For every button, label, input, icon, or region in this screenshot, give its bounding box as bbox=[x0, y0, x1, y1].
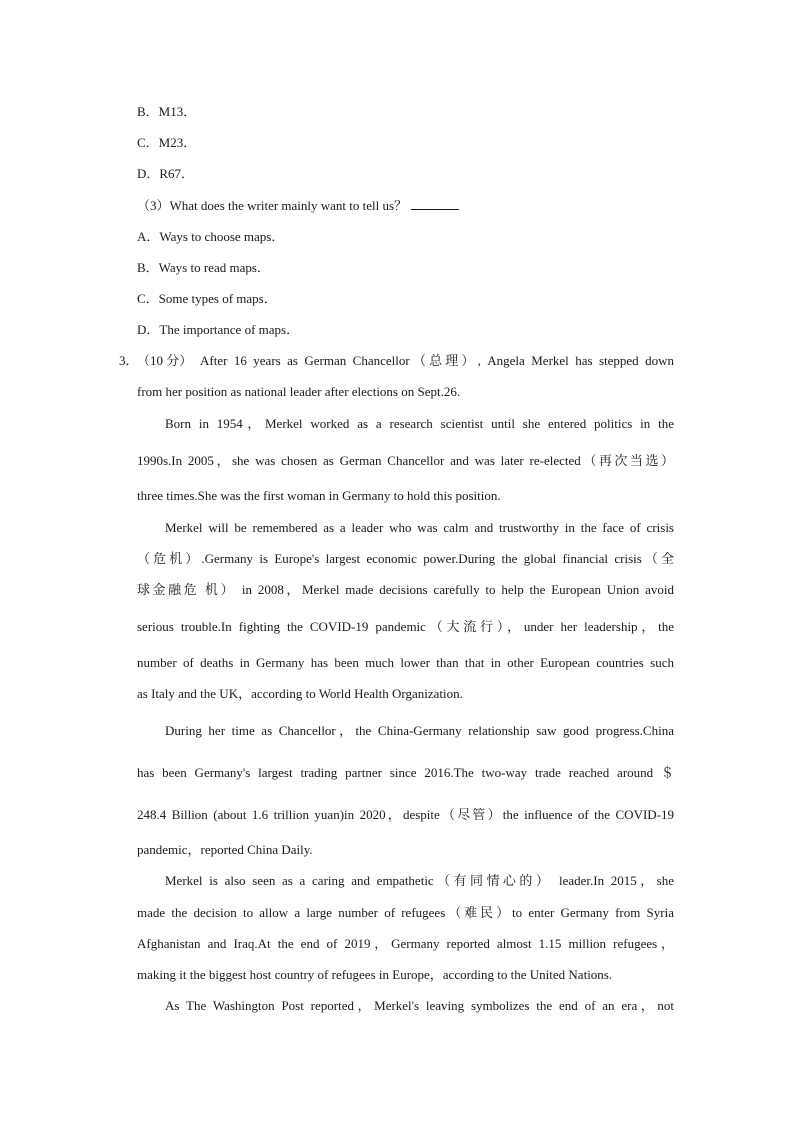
passage-line: As The Washington Post reported，Merkel's leaving symbolizes the end of an era，not bbox=[165, 998, 674, 1013]
option-text: Ways to read maps． bbox=[158, 260, 270, 275]
passage-line: from her position as national leader after elections on Sept.26. bbox=[137, 384, 461, 399]
option-text: M23． bbox=[158, 135, 197, 150]
passage-line: serious trouble.In fighting the COVID-19 pandemic（大流行），under her leadership，the bbox=[137, 619, 674, 634]
option-letter: D． bbox=[137, 166, 160, 181]
option-b bbox=[137, 260, 270, 276]
section-points: （10 分） bbox=[137, 353, 193, 368]
option-text: The importance of maps． bbox=[159, 322, 300, 337]
passage-line: 1990s.In 2005，she was chosen as German Chancellor and was later re-elected（再次当选） bbox=[137, 453, 674, 468]
option-text: Some types of maps． bbox=[158, 291, 277, 306]
passage-line: Merkel will be remembered as a leader who was calm and trustworthy in the face of crisis bbox=[165, 520, 674, 535]
option-c bbox=[137, 135, 196, 151]
passage-line: number of deaths in Germany has been much lower than that in other European countries such bbox=[137, 655, 674, 670]
question-text: What does the writer mainly want to tell us？ bbox=[169, 198, 408, 213]
passage-line: 248.4 Billion (about 1.6 trillion yuan)in 2020，despite（尽管）the influence of the COVID-19 bbox=[137, 807, 674, 822]
option-text: R67． bbox=[159, 166, 195, 181]
question-3 bbox=[137, 197, 459, 214]
section-number: 3． bbox=[119, 353, 139, 368]
option-letter: D． bbox=[137, 322, 160, 337]
question-number: （3） bbox=[137, 198, 170, 213]
option-a bbox=[137, 229, 284, 245]
option-letter: C． bbox=[137, 291, 159, 306]
passage-line: （危机）.Germany is Europe's largest economic power.During the global financial crisis（全 bbox=[137, 551, 674, 566]
passage-line: has been Germany's largest trading partner since 2016.The two-way trade reached around ＄ bbox=[137, 765, 674, 780]
passage-line: pandemic，reported China Daily. bbox=[137, 842, 313, 857]
passage-line: Born in 1954，Merkel worked as a research scientist until she entered politics in the bbox=[165, 416, 674, 431]
option-letter: A． bbox=[137, 229, 160, 244]
option-d bbox=[137, 166, 194, 182]
passage-line: as Italy and the UK，according to World Health Organization. bbox=[137, 686, 463, 701]
option-letter: B． bbox=[137, 104, 159, 119]
option-c bbox=[137, 291, 277, 307]
passage-line: Afghanistan and Iraq.At the end of 2019，Germany reported almost 1.15 million refugees， bbox=[137, 936, 674, 951]
option-letter: B． bbox=[137, 260, 159, 275]
option-d bbox=[137, 322, 299, 338]
passage-line: three times.She was the first woman in Germany to hold this position. bbox=[137, 488, 501, 503]
passage-line: Merkel is also seen as a caring and empathetic（有同情心的） leader.In 2015，she bbox=[165, 873, 674, 888]
passage-line: making it the biggest host country of refugees in Europe，according to the United Nations. bbox=[137, 967, 613, 982]
passage-line: made the decision to allow a large number of refugees（难民）to enter Germany from Syria bbox=[137, 905, 674, 920]
passage-line: During her time as Chancellor，the China-Germany relationship saw good progress.China bbox=[165, 723, 674, 738]
option-b bbox=[137, 104, 196, 120]
passage-line: 球金融危 机） in 2008，Merkel made decisions carefully to help the European Union avoid bbox=[137, 582, 674, 597]
option-text: M13． bbox=[158, 104, 197, 119]
passage-line: After 16 years as German Chancellor（总理）, Angela Merkel has stepped down bbox=[200, 353, 674, 368]
answer-blank[interactable] bbox=[411, 197, 459, 210]
option-letter: C． bbox=[137, 135, 159, 150]
option-text: Ways to choose maps． bbox=[159, 229, 285, 244]
